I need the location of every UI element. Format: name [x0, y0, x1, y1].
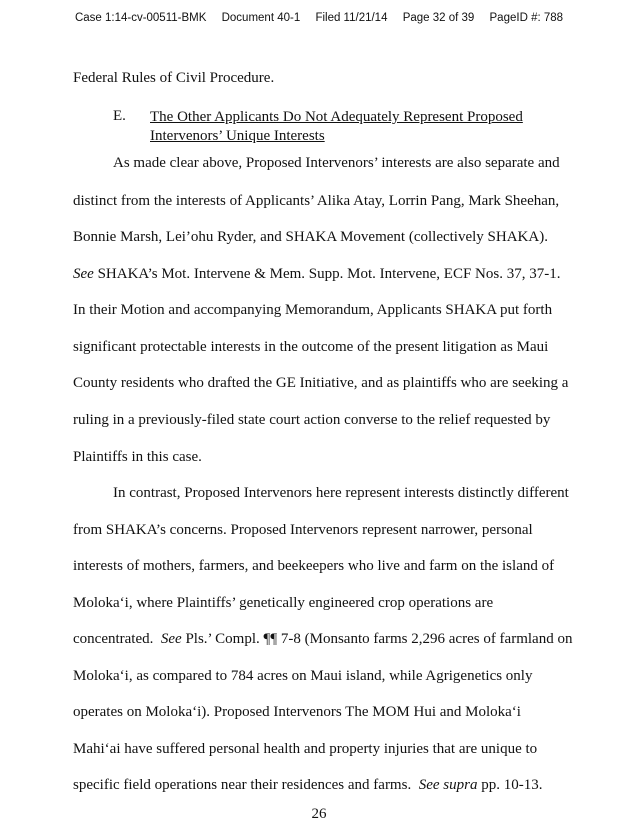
- header-page: Page 32 of 39: [402, 12, 475, 24]
- header-case-number: Case 1:14-cv-00511-BMK: [74, 12, 207, 24]
- body-line: Bonnie Marsh, Lei’ohu Ryder, and SHAKA Movement (collectively SHAKA).: [73, 229, 548, 245]
- body-line: Moloka‘i, as compared to 784 acres on Maui island, while Agrigenetics only: [73, 668, 533, 684]
- section-letter: E.: [113, 108, 126, 124]
- body-line: Moloka‘i, where Plaintiffs’ genetically engineered crop operations are: [73, 595, 494, 611]
- body-line: Plaintiffs in this case.: [73, 449, 202, 465]
- section-heading: [150, 108, 523, 146]
- body-text-span: pp. 10-13.: [477, 777, 543, 793]
- body-line: interests of mothers, farmers, and beekeepers who live and farm on the island of: [73, 558, 555, 574]
- body-text-span: specific field operations near their residences and farms.: [73, 777, 419, 793]
- body-line: significant protectable interests in the outcome of the present litigation as Maui: [73, 339, 549, 355]
- citation-signal: See: [160, 631, 182, 647]
- body-line: distinct from the interests of Applicants’ Alika Atay, Lorrin Pang, Mark Sheehan,: [73, 193, 560, 209]
- body-line: operates on Moloka‘i). Proposed Intervenors The MOM Hui and Moloka‘i: [73, 704, 521, 720]
- body-line: County residents who drafted the GE Initiative, and as plaintiffs who are seeking a: [73, 375, 569, 391]
- body-line: Mahi‘ai have suffered personal health and property injuries that are unique to: [73, 741, 538, 757]
- section-heading-line: Intervenors’ Unique Interests: [150, 128, 325, 144]
- body-text-span: Pls.’ Compl. ¶¶ 7-8 (Monsanto farms 2,296 acres of farmland on: [181, 631, 573, 647]
- header-filed-date: Filed 11/21/14: [315, 12, 388, 24]
- body-line: In their Motion and accompanying Memorandum, Applicants SHAKA put forth: [73, 302, 553, 318]
- section-heading-line: The Other Applicants Do Not Adequately Represent Proposed: [150, 109, 523, 125]
- body-line: ruling in a previously-filed state court action converse to the relief requested by: [73, 412, 551, 428]
- body-line: [73, 266, 560, 283]
- body-line: As made clear above, Proposed Intervenors’ interests are also separate and: [113, 155, 560, 171]
- page-number: 26: [311, 806, 327, 822]
- citation-signal: See supra: [418, 777, 478, 793]
- citation-signal: See: [73, 266, 94, 282]
- case-header: [0, 12, 638, 24]
- header-document: Document 40-1: [221, 12, 301, 24]
- body-line: from SHAKA’s concerns. Proposed Intervenors represent narrower, personal: [73, 522, 533, 538]
- body-line: [73, 777, 542, 794]
- header-pageid: PageID #: 788: [489, 12, 564, 24]
- body-text-span: SHAKA’s Mot. Intervene & Mem. Supp. Mot. Intervene, ECF Nos. 37, 37-1.: [93, 266, 561, 282]
- body-text-span: concentrated.: [73, 631, 161, 647]
- body-line: In contrast, Proposed Intervenors here represent interests distinctly different: [113, 485, 569, 501]
- body-line: [73, 631, 572, 648]
- body-line: Federal Rules of Civil Procedure.: [73, 70, 275, 86]
